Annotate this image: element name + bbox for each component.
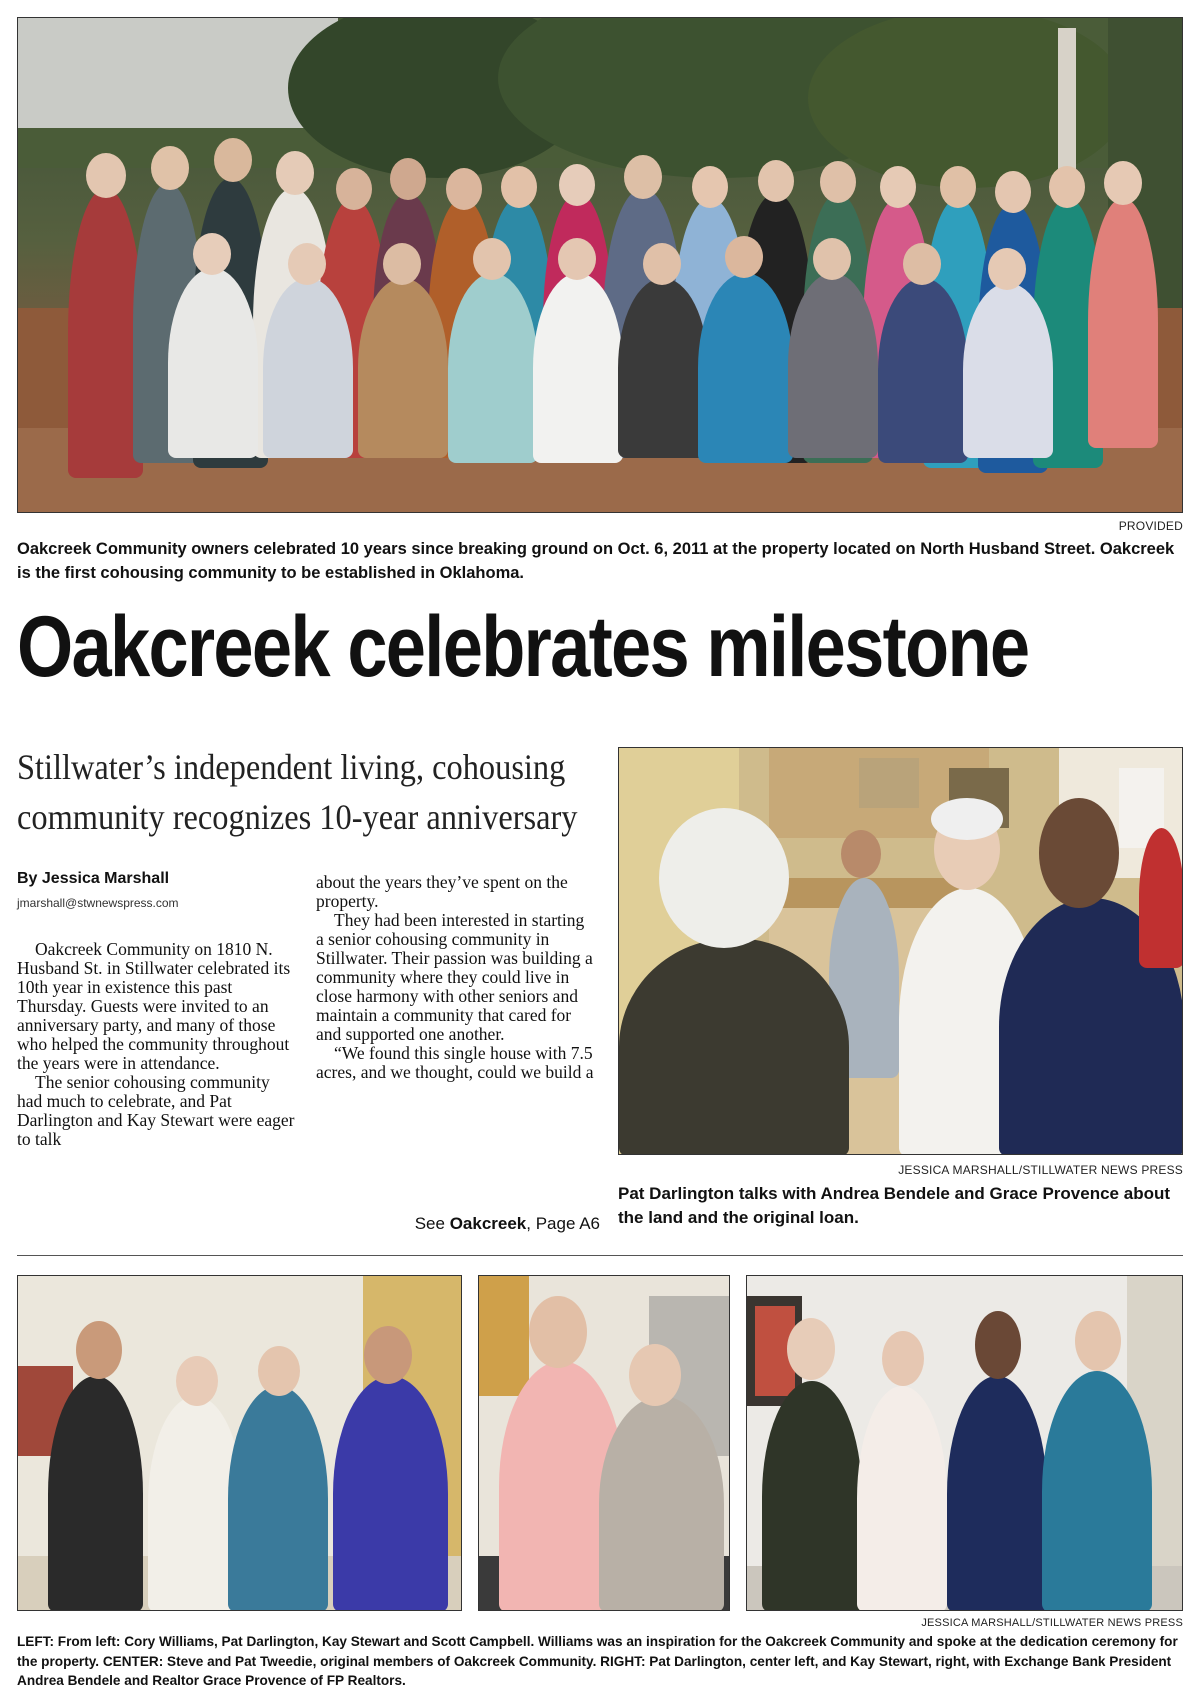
jump-prefix: See xyxy=(414,1214,450,1233)
bottom-photos-caption: LEFT: From left: Cory Williams, Pat Darlington, Kay Stewart and Scott Campbell. Williams was an inspiration for the Oakcreek Community and spoke at the dedication ceremony for the property. CENTER: Steve and Pat Tweedie, original members of Oakcreek Community. RIGHT: Pat Darlington, center left, and Kay Stewart, right, with Exchange Bank President Andrea Bendele and Realtor Grace Provence of FP Realtors. xyxy=(17,1634,1178,1688)
byline: By Jessica Marshall xyxy=(17,870,170,887)
article-paragraph: The senior cohousing community had much to celebrate, and Pat Darlington and Kay Stewart were eager to talk xyxy=(17,1072,295,1149)
center-couple-photo xyxy=(478,1275,730,1611)
conversation-photo xyxy=(618,747,1183,1155)
deck-line-2: community recognizes 10-year anniversary xyxy=(17,797,578,837)
article-column-1 xyxy=(17,940,295,1149)
deck-line-1: Stillwater’s independent living, cohousing xyxy=(17,747,566,787)
article-paragraph: “We found this single house with 7.5 acres, and we thought, could we build a xyxy=(316,1043,594,1082)
right-photo-caption: Pat Darlington talks with Andrea Bendele and Grace Provence about the land and the original loan. xyxy=(618,1184,1171,1227)
right-group-photo xyxy=(746,1275,1183,1611)
article-paragraph: They had been interested in starting a senior cohousing community in Stillwater. Their passion was building a community where they could live in close harmony with other seniors and maintain a community that cared for and supported one another. xyxy=(316,910,593,1044)
left-group-photo xyxy=(17,1275,462,1611)
article-paragraph: about the years they’ve spent on the property. xyxy=(316,872,568,911)
article-paragraph: Oakcreek Community on 1810 N. Husband St. in Stillwater celebrated its 10th year in existence this past Thursday. Guests were invited to an anniversary party, and many of those who helped the community throughout the years were in attendance. xyxy=(17,939,291,1073)
headline: Oakcreek celebrates milestone xyxy=(17,599,1029,695)
article-column-2 xyxy=(316,873,594,1082)
group-photo xyxy=(17,17,1183,513)
jump-line[interactable] xyxy=(415,1214,600,1234)
section-divider xyxy=(17,1255,1183,1256)
top-photo-credit: PROVIDED xyxy=(1118,519,1183,533)
jump-target[interactable]: Oakcreek xyxy=(449,1214,527,1233)
jump-suffix: , Page A6 xyxy=(526,1214,600,1233)
bottom-photos-credit: JESSICA MARSHALL/STILLWATER NEWS PRESS xyxy=(921,1617,1183,1629)
byline-email: jmarshall@stwnewspress.com xyxy=(17,896,179,910)
top-photo-caption: Oakcreek Community owners celebrated 10 years since breaking ground on Oct. 6, 2011 at the property located on North Husband Street. Oakcreek is the first cohousing community to be established in Oklahoma. xyxy=(17,540,1175,582)
right-photo-credit: JESSICA MARSHALL/STILLWATER NEWS PRESS xyxy=(898,1163,1183,1177)
